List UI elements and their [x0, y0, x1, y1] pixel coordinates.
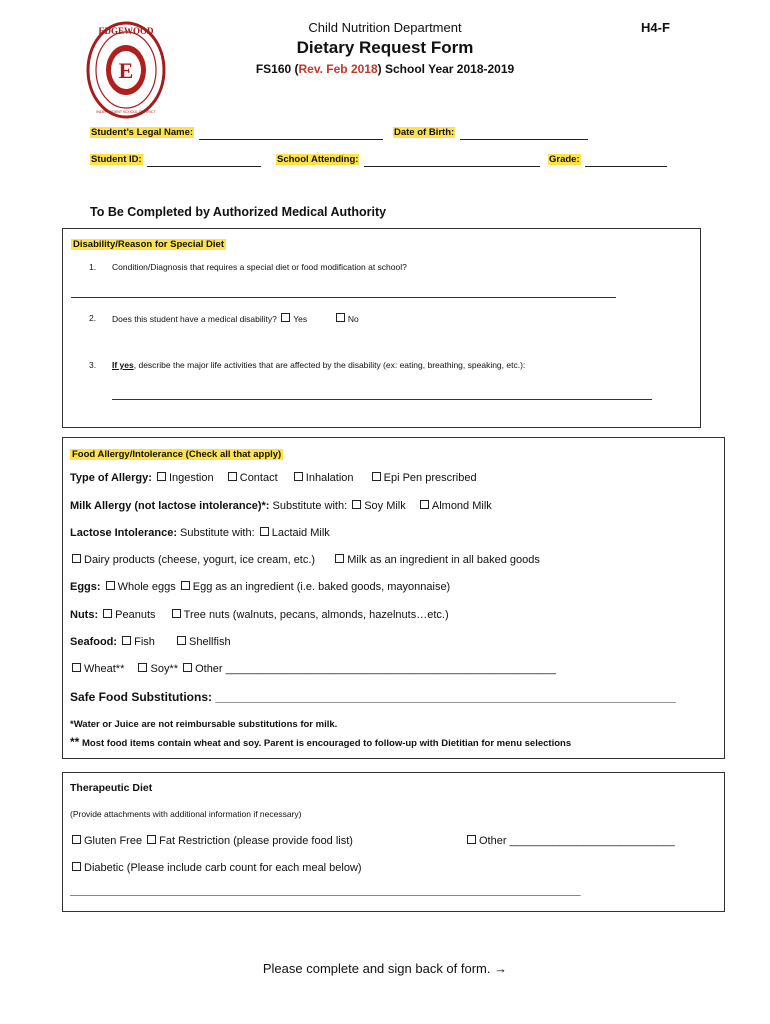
no-checkbox[interactable]: [336, 313, 345, 322]
lactose-row: [70, 527, 330, 539]
other-allergy-label: Other ______________________________________________________: [195, 663, 556, 675]
peanuts-checkbox[interactable]: [103, 609, 112, 618]
grade-label: Grade:: [549, 154, 580, 165]
form-prefix: FS160 (: [255, 62, 299, 76]
therapeutic-other-label: Other ___________________________: [479, 835, 675, 847]
type-label: Type of Allergy:: [70, 472, 152, 484]
department-name: Child Nutrition Department: [308, 20, 462, 35]
form-title: Dietary Request Form: [296, 38, 474, 57]
allergy-type-row: [70, 472, 477, 484]
tree-nuts-checkbox[interactable]: [172, 609, 181, 618]
q2-text: Does this student have a medical disability?: [112, 314, 277, 324]
dob-label: Date of Birth:: [394, 127, 455, 138]
form-suffix: ) School Year 2018-2019: [377, 62, 515, 76]
therapeutic-diet-section: [62, 772, 725, 912]
student-id-row: [90, 149, 261, 167]
legal-name-field[interactable]: [199, 129, 383, 140]
dairy-row: [70, 554, 540, 566]
wheat-checkbox[interactable]: [72, 663, 81, 672]
diabetic-carb-line[interactable]: ______________________________________________________________________________________________________: [70, 886, 581, 896]
gluten-free-checkbox[interactable]: [72, 835, 81, 844]
q1-text: Condition/Diagnosis that requires a special diet or food modification at school?: [112, 262, 407, 272]
section-title: To Be Completed by Authorized Medical Authority: [90, 205, 387, 219]
seafood-row: [70, 636, 231, 648]
soy-label: Soy**: [150, 663, 179, 675]
q3-if-yes: If yes: [112, 360, 134, 370]
q3-number: 3.: [89, 360, 97, 370]
therapeutic-other-row: [465, 835, 675, 847]
yes-checkbox[interactable]: [281, 313, 290, 322]
fat-restriction-checkbox[interactable]: [147, 835, 156, 844]
milk-sub-label: Substitute with:: [272, 500, 348, 512]
fish-label: Fish: [134, 636, 155, 648]
note-wheat-soy: [70, 735, 571, 749]
lactaid-checkbox[interactable]: [260, 527, 269, 536]
nuts-label: Nuts:: [70, 609, 99, 621]
grade-row: [548, 149, 667, 167]
nuts-row: [70, 609, 449, 621]
q3-answer-line[interactable]: [112, 399, 652, 400]
seal-bottom-text: INDEPENDENT SCHOOL DISTRICT: [96, 110, 156, 114]
seal-letter: E: [118, 58, 134, 83]
dob-row: [393, 122, 588, 140]
shellfish-label: Shellfish: [189, 636, 231, 648]
shellfish-checkbox[interactable]: [177, 636, 186, 645]
soy-milk-checkbox[interactable]: [352, 500, 361, 509]
tree-nuts-label: Tree nuts (walnuts, pecans, almonds, hazelnuts…etc.): [183, 609, 449, 621]
food-allergy-section: [62, 437, 725, 759]
grade-field[interactable]: [585, 156, 667, 167]
therapeutic-other-checkbox[interactable]: [467, 835, 476, 844]
q2-number: 2.: [89, 313, 97, 323]
disability-heading: Disability/Reason for Special Diet: [73, 239, 224, 250]
note-water-juice: *Water or Juice are not reimbursable substitutions for milk.: [70, 719, 338, 730]
milk-ingredient-label: Milk as an ingredient in all baked goods: [347, 554, 540, 566]
therapeutic-options-row: [70, 835, 353, 847]
contact-label: Contact: [239, 472, 278, 484]
inhalation-checkbox[interactable]: [294, 472, 303, 481]
diabetic-checkbox[interactable]: [72, 862, 81, 871]
school-field[interactable]: [364, 156, 540, 167]
seal-top-text: EDGEWOOD: [98, 26, 154, 36]
almond-milk-checkbox[interactable]: [420, 500, 429, 509]
q1-number: 1.: [89, 262, 97, 272]
footer-text: Please complete and sign back of form.: [262, 961, 491, 976]
q3-text: , describe the major life activities that are affected by the disability (ex: eating, breathing, speaking, etc.):: [133, 360, 526, 370]
seafood-label: Seafood:: [70, 636, 118, 648]
egg-ingredient-checkbox[interactable]: [181, 581, 190, 590]
safe-food-substitutions: Safe Food Substitutions: _____________________________________________________________________: [70, 690, 676, 704]
dairy-checkbox[interactable]: [72, 554, 81, 563]
milk-ingredient-checkbox[interactable]: [335, 554, 344, 563]
soy-milk-label: Soy Milk: [364, 500, 406, 512]
gluten-free-label: Gluten Free: [84, 835, 143, 847]
arrow-right-icon: →: [494, 961, 508, 976]
wheat-label: Wheat**: [84, 663, 125, 675]
student-name-row: [90, 122, 383, 140]
form-revision: Rev. Feb 2018: [298, 62, 378, 76]
lactaid-label: Lactaid Milk: [271, 527, 330, 539]
dairy-label: Dairy products (cheese, yogurt, ice cream, etc.): [84, 554, 316, 566]
egg-ingredient-label: Egg as an ingredient (i.e. baked goods, mayonnaise): [192, 581, 451, 593]
dob-field[interactable]: [460, 129, 588, 140]
eggs-row: [70, 581, 450, 593]
contact-checkbox[interactable]: [228, 472, 237, 481]
footer-instruction: [0, 961, 770, 976]
almond-milk-label: Almond Milk: [431, 500, 492, 512]
fish-checkbox[interactable]: [122, 636, 131, 645]
student-id-label: Student ID:: [91, 154, 142, 165]
q1-answer-line[interactable]: [71, 297, 616, 298]
fat-restriction-label: Fat Restriction (please provide food list): [159, 835, 353, 847]
note2-stars: **: [70, 735, 80, 749]
no-label: No: [347, 314, 359, 324]
school-row: [276, 149, 540, 167]
milk-label: Milk Allergy (not lactose intolerance)*:: [70, 500, 270, 512]
inhalation-label: Inhalation: [305, 472, 354, 484]
note2-text: Most food items contain wheat and soy. Parent is encouraged to follow-up with Dietitian for menu selections: [81, 738, 572, 749]
soy-checkbox[interactable]: [138, 663, 147, 672]
allergy-heading: Food Allergy/Intolerance (Check all that apply): [72, 449, 282, 460]
diabetic-label: Diabetic (Please include carb count for each meal below): [84, 862, 362, 874]
epipen-checkbox[interactable]: [372, 472, 381, 481]
student-id-field[interactable]: [147, 156, 261, 167]
lactose-sub-label: Substitute with:: [180, 527, 255, 539]
legal-name-label: Student’s Legal Name:: [91, 127, 194, 138]
diabetic-row: [70, 862, 362, 874]
lactose-label: Lactose Intolerance:: [70, 527, 177, 539]
therapeutic-note: (Provide attachments with additional information if necessary): [70, 809, 302, 819]
therapeutic-heading: Therapeutic Diet: [70, 782, 153, 794]
epipen-label: Epi Pen prescribed: [383, 472, 477, 484]
form-code: H4-F: [641, 20, 670, 35]
yes-label: Yes: [293, 314, 308, 324]
eggs-label: Eggs:: [70, 581, 101, 593]
ingestion-checkbox[interactable]: [157, 472, 166, 481]
whole-eggs-label: Whole eggs: [117, 581, 176, 593]
other-allergy-checkbox[interactable]: [183, 663, 192, 672]
milk-allergy-row: [70, 500, 492, 512]
q3-row: [112, 360, 525, 370]
form-number: [0, 62, 770, 76]
peanuts-label: Peanuts: [115, 609, 156, 621]
disability-section: [62, 228, 701, 428]
wheat-soy-row: [70, 663, 556, 675]
q2-row: [112, 313, 359, 324]
school-label: School Attending:: [277, 154, 359, 165]
whole-eggs-checkbox[interactable]: [106, 581, 115, 590]
ingestion-label: Ingestion: [168, 472, 214, 484]
